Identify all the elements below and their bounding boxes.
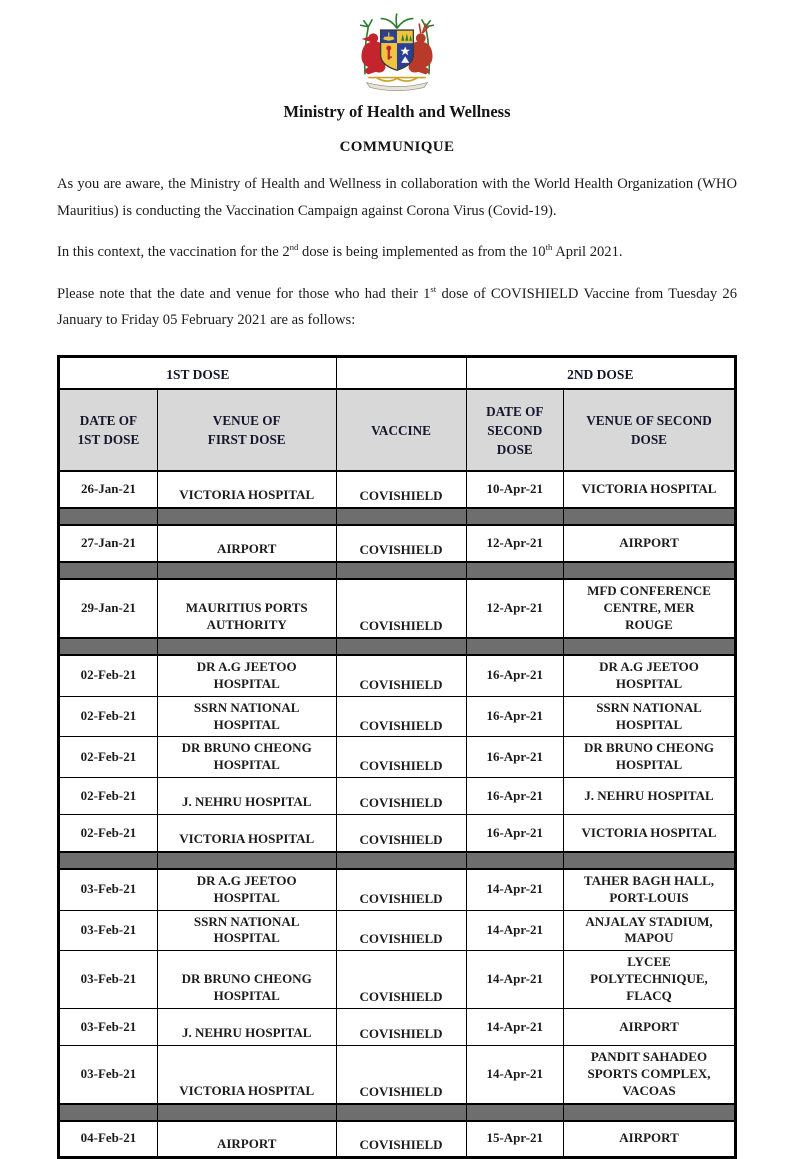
emblem-container <box>57 12 737 96</box>
schedule-row <box>59 696 736 737</box>
separator-cell <box>157 638 336 655</box>
vaccine-group-header-empty <box>336 356 466 389</box>
date-second-dose-cell: 12-Apr-21 <box>466 579 563 638</box>
vaccine-cell: COVISHIELD <box>336 910 466 951</box>
venue-first-dose-cell: VICTORIA HOSPITAL <box>157 815 336 852</box>
venue-second-dose-cell: SSRN NATIONAL HOSPITAL <box>564 696 736 737</box>
separator-row <box>59 1104 736 1121</box>
ordinal-superscript: st <box>430 283 437 294</box>
separator-cell <box>564 508 736 525</box>
date-second-dose-cell: 16-Apr-21 <box>466 696 563 737</box>
separator-row <box>59 638 736 655</box>
separator-cell <box>336 852 466 869</box>
dose-group-header-row <box>59 356 736 389</box>
venue-first-dose-cell: VICTORIA HOSPITAL <box>157 1045 336 1103</box>
note-paragraph <box>57 281 737 334</box>
venue-second-dose-cell: VICTORIA HOSPITAL <box>564 815 736 852</box>
schedule-row <box>59 471 736 508</box>
note-text-post: dose of COVISHIELD Vaccine from Tuesday 26 January to Friday 05 February 2021 are as follows: <box>57 285 737 329</box>
date-first-dose-cell: 02-Feb-21 <box>59 696 158 737</box>
vaccine-cell: COVISHIELD <box>336 579 466 638</box>
date-second-dose-cell: 15-Apr-21 <box>466 1121 563 1158</box>
date-first-dose-cell: 02-Feb-21 <box>59 655 158 696</box>
column-header-venue-second-dose: VENUE OF SECOND DOSE <box>564 389 736 471</box>
vaccine-cell: COVISHIELD <box>336 471 466 508</box>
date-first-dose-cell: 03-Feb-21 <box>59 1045 158 1103</box>
separator-cell <box>157 1104 336 1121</box>
venue-second-dose-cell: DR BRUNO CHEONG HOSPITAL <box>564 737 736 778</box>
date-second-dose-cell: 12-Apr-21 <box>466 525 563 562</box>
vaccine-cell: COVISHIELD <box>336 869 466 910</box>
venue-second-dose-cell: MFD CONFERENCE CENTRE, MER ROUGE <box>564 579 736 638</box>
venue-first-dose-cell: DR BRUNO CHEONG HOSPITAL <box>157 737 336 778</box>
schedule-row <box>59 815 736 852</box>
separator-cell <box>466 562 563 579</box>
separator-cell <box>466 638 563 655</box>
vaccine-cell: COVISHIELD <box>336 778 466 815</box>
venue-first-dose-cell: DR A.G JEETOO HOSPITAL <box>157 869 336 910</box>
separator-cell <box>59 508 158 525</box>
date-second-dose-cell: 14-Apr-21 <box>466 869 563 910</box>
context-text-pre: In this context, the vaccination for the 2 <box>57 244 290 261</box>
date-first-dose-cell: 03-Feb-21 <box>59 910 158 951</box>
venue-first-dose-cell: SSRN NATIONAL HOSPITAL <box>157 910 336 951</box>
date-first-dose-cell: 29-Jan-21 <box>59 579 158 638</box>
date-first-dose-cell: 03-Feb-21 <box>59 951 158 1009</box>
separator-cell <box>59 638 158 655</box>
vaccine-cell: COVISHIELD <box>336 1045 466 1103</box>
venue-second-dose-cell: AIRPORT <box>564 525 736 562</box>
venue-first-dose-cell: DR A.G JEETOO HOSPITAL <box>157 655 336 696</box>
venue-second-dose-cell: DR A.G JEETOO HOSPITAL <box>564 655 736 696</box>
context-paragraph <box>57 239 737 266</box>
separator-cell <box>59 852 158 869</box>
venue-first-dose-cell: MAURITIUS PORTS AUTHORITY <box>157 579 336 638</box>
date-second-dose-cell: 14-Apr-21 <box>466 1045 563 1103</box>
vaccine-cell: COVISHIELD <box>336 525 466 562</box>
separator-cell <box>336 1104 466 1121</box>
separator-cell <box>336 638 466 655</box>
separator-row <box>59 852 736 869</box>
column-header-date-first-dose: DATE OF 1ST DOSE <box>59 389 158 471</box>
date-first-dose-cell: 04-Feb-21 <box>59 1121 158 1158</box>
context-text-post: April 2021. <box>552 244 623 261</box>
vaccine-cell: COVISHIELD <box>336 951 466 1009</box>
venue-first-dose-cell: VICTORIA HOSPITAL <box>157 471 336 508</box>
venue-first-dose-cell: SSRN NATIONAL HOSPITAL <box>157 696 336 737</box>
schedule-table-body <box>59 471 736 1157</box>
date-first-dose-cell: 02-Feb-21 <box>59 737 158 778</box>
separator-cell <box>466 852 563 869</box>
date-first-dose-cell: 02-Feb-21 <box>59 815 158 852</box>
venue-second-dose-cell: PANDIT SAHADEO SPORTS COMPLEX, VACOAS <box>564 1045 736 1103</box>
venue-first-dose-cell: J. NEHRU HOSPITAL <box>157 778 336 815</box>
column-header-vaccine: VACCINE <box>336 389 466 471</box>
schedule-row <box>59 525 736 562</box>
schedule-row <box>59 1045 736 1103</box>
vaccination-schedule-table <box>57 355 737 1159</box>
date-second-dose-cell: 16-Apr-21 <box>466 737 563 778</box>
context-text-mid: dose is being implemented as from the 10 <box>298 244 546 261</box>
date-first-dose-cell: 27-Jan-21 <box>59 525 158 562</box>
separator-cell <box>564 638 736 655</box>
separator-cell <box>466 508 563 525</box>
separator-cell <box>59 562 158 579</box>
venue-first-dose-cell: AIRPORT <box>157 1121 336 1158</box>
schedule-row <box>59 655 736 696</box>
schedule-row <box>59 1008 736 1045</box>
venue-first-dose-cell: DR BRUNO CHEONG HOSPITAL <box>157 951 336 1009</box>
date-first-dose-cell: 26-Jan-21 <box>59 471 158 508</box>
venue-first-dose-cell: AIRPORT <box>157 525 336 562</box>
vaccine-cell: COVISHIELD <box>336 696 466 737</box>
column-header-date-second-dose: DATE OF SECOND DOSE <box>466 389 563 471</box>
separator-cell <box>336 508 466 525</box>
date-second-dose-cell: 16-Apr-21 <box>466 778 563 815</box>
separator-cell <box>564 852 736 869</box>
venue-first-dose-cell: J. NEHRU HOSPITAL <box>157 1008 336 1045</box>
page-subtitle: COMMUNIQUE <box>339 139 455 155</box>
separator-cell <box>336 562 466 579</box>
venue-second-dose-cell: TAHER BAGH HALL, PORT-LOUIS <box>564 869 736 910</box>
separator-cell <box>157 508 336 525</box>
note-text-pre: Please note that the date and venue for those who had their 1 <box>57 285 431 302</box>
date-second-dose-cell: 14-Apr-21 <box>466 951 563 1009</box>
schedule-row <box>59 1121 736 1158</box>
date-second-dose-cell: 16-Apr-21 <box>466 815 563 852</box>
ordinal-superscript: th <box>545 242 553 253</box>
separator-row <box>59 562 736 579</box>
separator-cell <box>157 852 336 869</box>
schedule-row <box>59 737 736 778</box>
venue-second-dose-cell: AIRPORT <box>564 1008 736 1045</box>
venue-second-dose-cell: VICTORIA HOSPITAL <box>564 471 736 508</box>
column-header-venue-first-dose: VENUE OF FIRST DOSE <box>157 389 336 471</box>
separator-cell <box>564 562 736 579</box>
vaccine-cell: COVISHIELD <box>336 815 466 852</box>
second-dose-group-header: 2ND DOSE <box>466 356 735 389</box>
date-second-dose-cell: 14-Apr-21 <box>466 1008 563 1045</box>
venue-second-dose-cell: LYCEE POLYTECHNIQUE, FLACQ <box>564 951 736 1009</box>
separator-cell <box>157 562 336 579</box>
schedule-row <box>59 869 736 910</box>
date-second-dose-cell: 16-Apr-21 <box>466 655 563 696</box>
mauritius-coat-of-arms-icon <box>343 12 451 94</box>
first-dose-group-header: 1ST DOSE <box>59 356 337 389</box>
separator-cell <box>59 1104 158 1121</box>
venue-second-dose-cell: AIRPORT <box>564 1121 736 1158</box>
separator-cell <box>466 1104 563 1121</box>
vaccine-cell: COVISHIELD <box>336 737 466 778</box>
schedule-row <box>59 778 736 815</box>
column-header-row <box>59 389 736 471</box>
date-second-dose-cell: 14-Apr-21 <box>466 910 563 951</box>
page-title: Ministry of Health and Wellness <box>283 102 511 121</box>
date-second-dose-cell: 10-Apr-21 <box>466 471 563 508</box>
venue-second-dose-cell: ANJALAY STADIUM, MAPOU <box>564 910 736 951</box>
schedule-row <box>59 579 736 638</box>
separator-row <box>59 508 736 525</box>
vaccine-cell: COVISHIELD <box>336 655 466 696</box>
date-first-dose-cell: 03-Feb-21 <box>59 1008 158 1045</box>
vaccine-cell: COVISHIELD <box>336 1121 466 1158</box>
vaccine-cell: COVISHIELD <box>336 1008 466 1045</box>
separator-cell <box>564 1104 736 1121</box>
schedule-row <box>59 951 736 1009</box>
date-first-dose-cell: 02-Feb-21 <box>59 778 158 815</box>
ordinal-superscript: nd <box>289 242 299 253</box>
schedule-row <box>59 910 736 951</box>
venue-second-dose-cell: J. NEHRU HOSPITAL <box>564 778 736 815</box>
intro-paragraph: As you are aware, the Ministry of Health and Wellness in collaboration with the World Health Organization (WHO Mauritius) is conducting the Vaccination Campaign against Corona Virus (Covid-19). <box>57 176 737 219</box>
date-first-dose-cell: 03-Feb-21 <box>59 869 158 910</box>
